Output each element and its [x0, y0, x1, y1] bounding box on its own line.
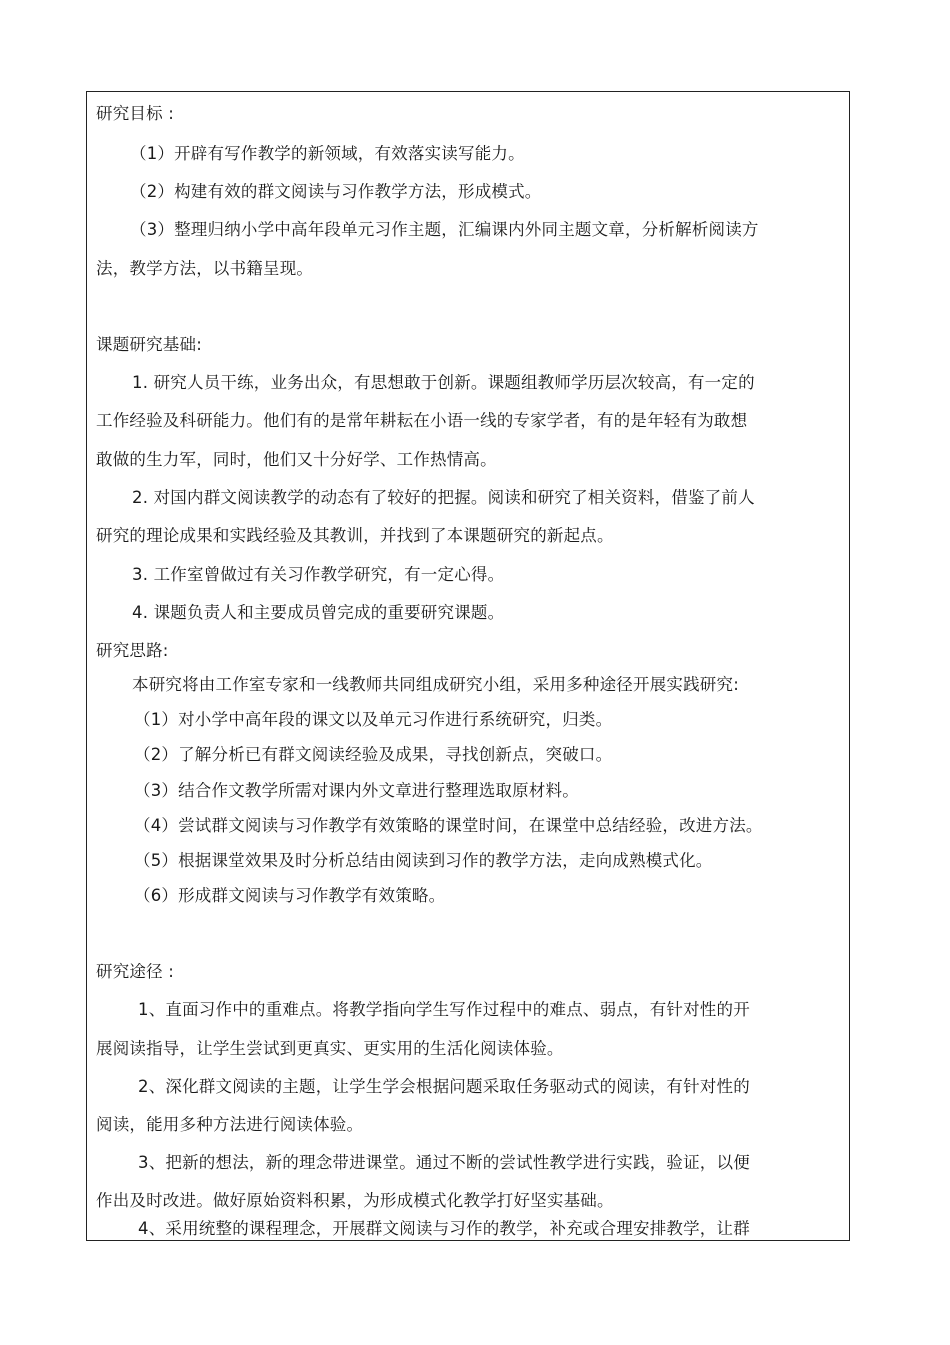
text-line: 4. 课题负责人和主要成员曾完成的重要研究课题。 — [132, 603, 505, 622]
text-line: 2. 对国内群文阅读教学的动态有了较好的把握。阅读和研究了相关资料，借鉴了前人 — [132, 488, 755, 507]
text-line: 1. 研究人员干练，业务出众，有思想敢于创新。课题组教师学历层次较高，有一定的 — [132, 373, 755, 392]
text-line: （3）整理归纳小学中高年段单元习作主题，汇编课内外同主题文章，分析解析阅读方 — [130, 220, 759, 239]
text-line: （3）结合作文教学所需对课内外文章进行整理选取原材料。 — [134, 781, 579, 800]
section-heading-goals: 研究目标 : — [96, 104, 175, 123]
text-line: （4）尝试群文阅读与习作教学有效策略的课堂时间，在课堂中总结经验，改进方法。 — [134, 816, 763, 835]
text-line: 展阅读指导，让学生尝试到更真实、更实用的生活化阅读体验。 — [96, 1039, 564, 1058]
text-line: （2）构建有效的群文阅读与习作教学方法，形成模式。 — [130, 182, 542, 201]
text-line: 4、采用统整的课程理念，开展群文阅读与习作的教学，补充或合理安排教学，让群 — [138, 1219, 750, 1238]
text-line: 法，教学方法，以书籍呈现。 — [96, 259, 314, 278]
text-line: 2、深化群文阅读的主题，让学生学会根据问题采取任务驱动式的阅读，有针对性的 — [138, 1077, 750, 1096]
text-line: （1）开辟有写作教学的新领域，有效落实读写能力。 — [130, 144, 525, 163]
text-line: 1、直面习作中的重难点。将教学指向学生写作过程中的难点、弱点，有针对性的开 — [138, 1000, 750, 1019]
text-line: 研究的理论成果和实践经验及其教训，并找到了本课题研究的新起点。 — [96, 526, 614, 545]
text-line: 敢做的生力军，同时，他们又十分好学、工作热情高。 — [96, 450, 497, 469]
text-line: 工作经验及科研能力。他们有的是常年耕耘在小语一线的专家学者，有的是年轻有为敢想 — [96, 411, 748, 430]
section-heading-approach: 研究思路: — [96, 641, 169, 660]
text-line: （6）形成群文阅读与习作教学有效策略。 — [134, 886, 446, 905]
text-line: （5）根据课堂效果及时分析总结由阅读到习作的教学方法，走向成熟模式化。 — [134, 851, 713, 870]
text-line: 本研究将由工作室专家和一线教师共同组成研究小组，采用多种途径开展实践研究: — [132, 675, 739, 694]
section-heading-pathways: 研究途径 : — [96, 962, 175, 981]
text-line: 3、把新的想法，新的理念带进课堂。通过不断的尝试性教学进行实践，验证，以便 — [138, 1153, 750, 1172]
text-line: （2）了解分析已有群文阅读经验及成果，寻找创新点，突破口。 — [134, 745, 613, 764]
text-line: （1）对小学中高年段的课文以及单元习作进行系统研究，归类。 — [134, 710, 613, 729]
text-line: 3. 工作室曾做过有关习作教学研究，有一定心得。 — [132, 565, 505, 584]
text-line: 阅读，能用多种方法进行阅读体验。 — [96, 1115, 364, 1134]
section-heading-foundation: 课题研究基础: — [96, 335, 202, 354]
text-line: 作出及时改进。做好原始资料积累，为形成模式化教学打好坚实基础。 — [96, 1191, 614, 1210]
